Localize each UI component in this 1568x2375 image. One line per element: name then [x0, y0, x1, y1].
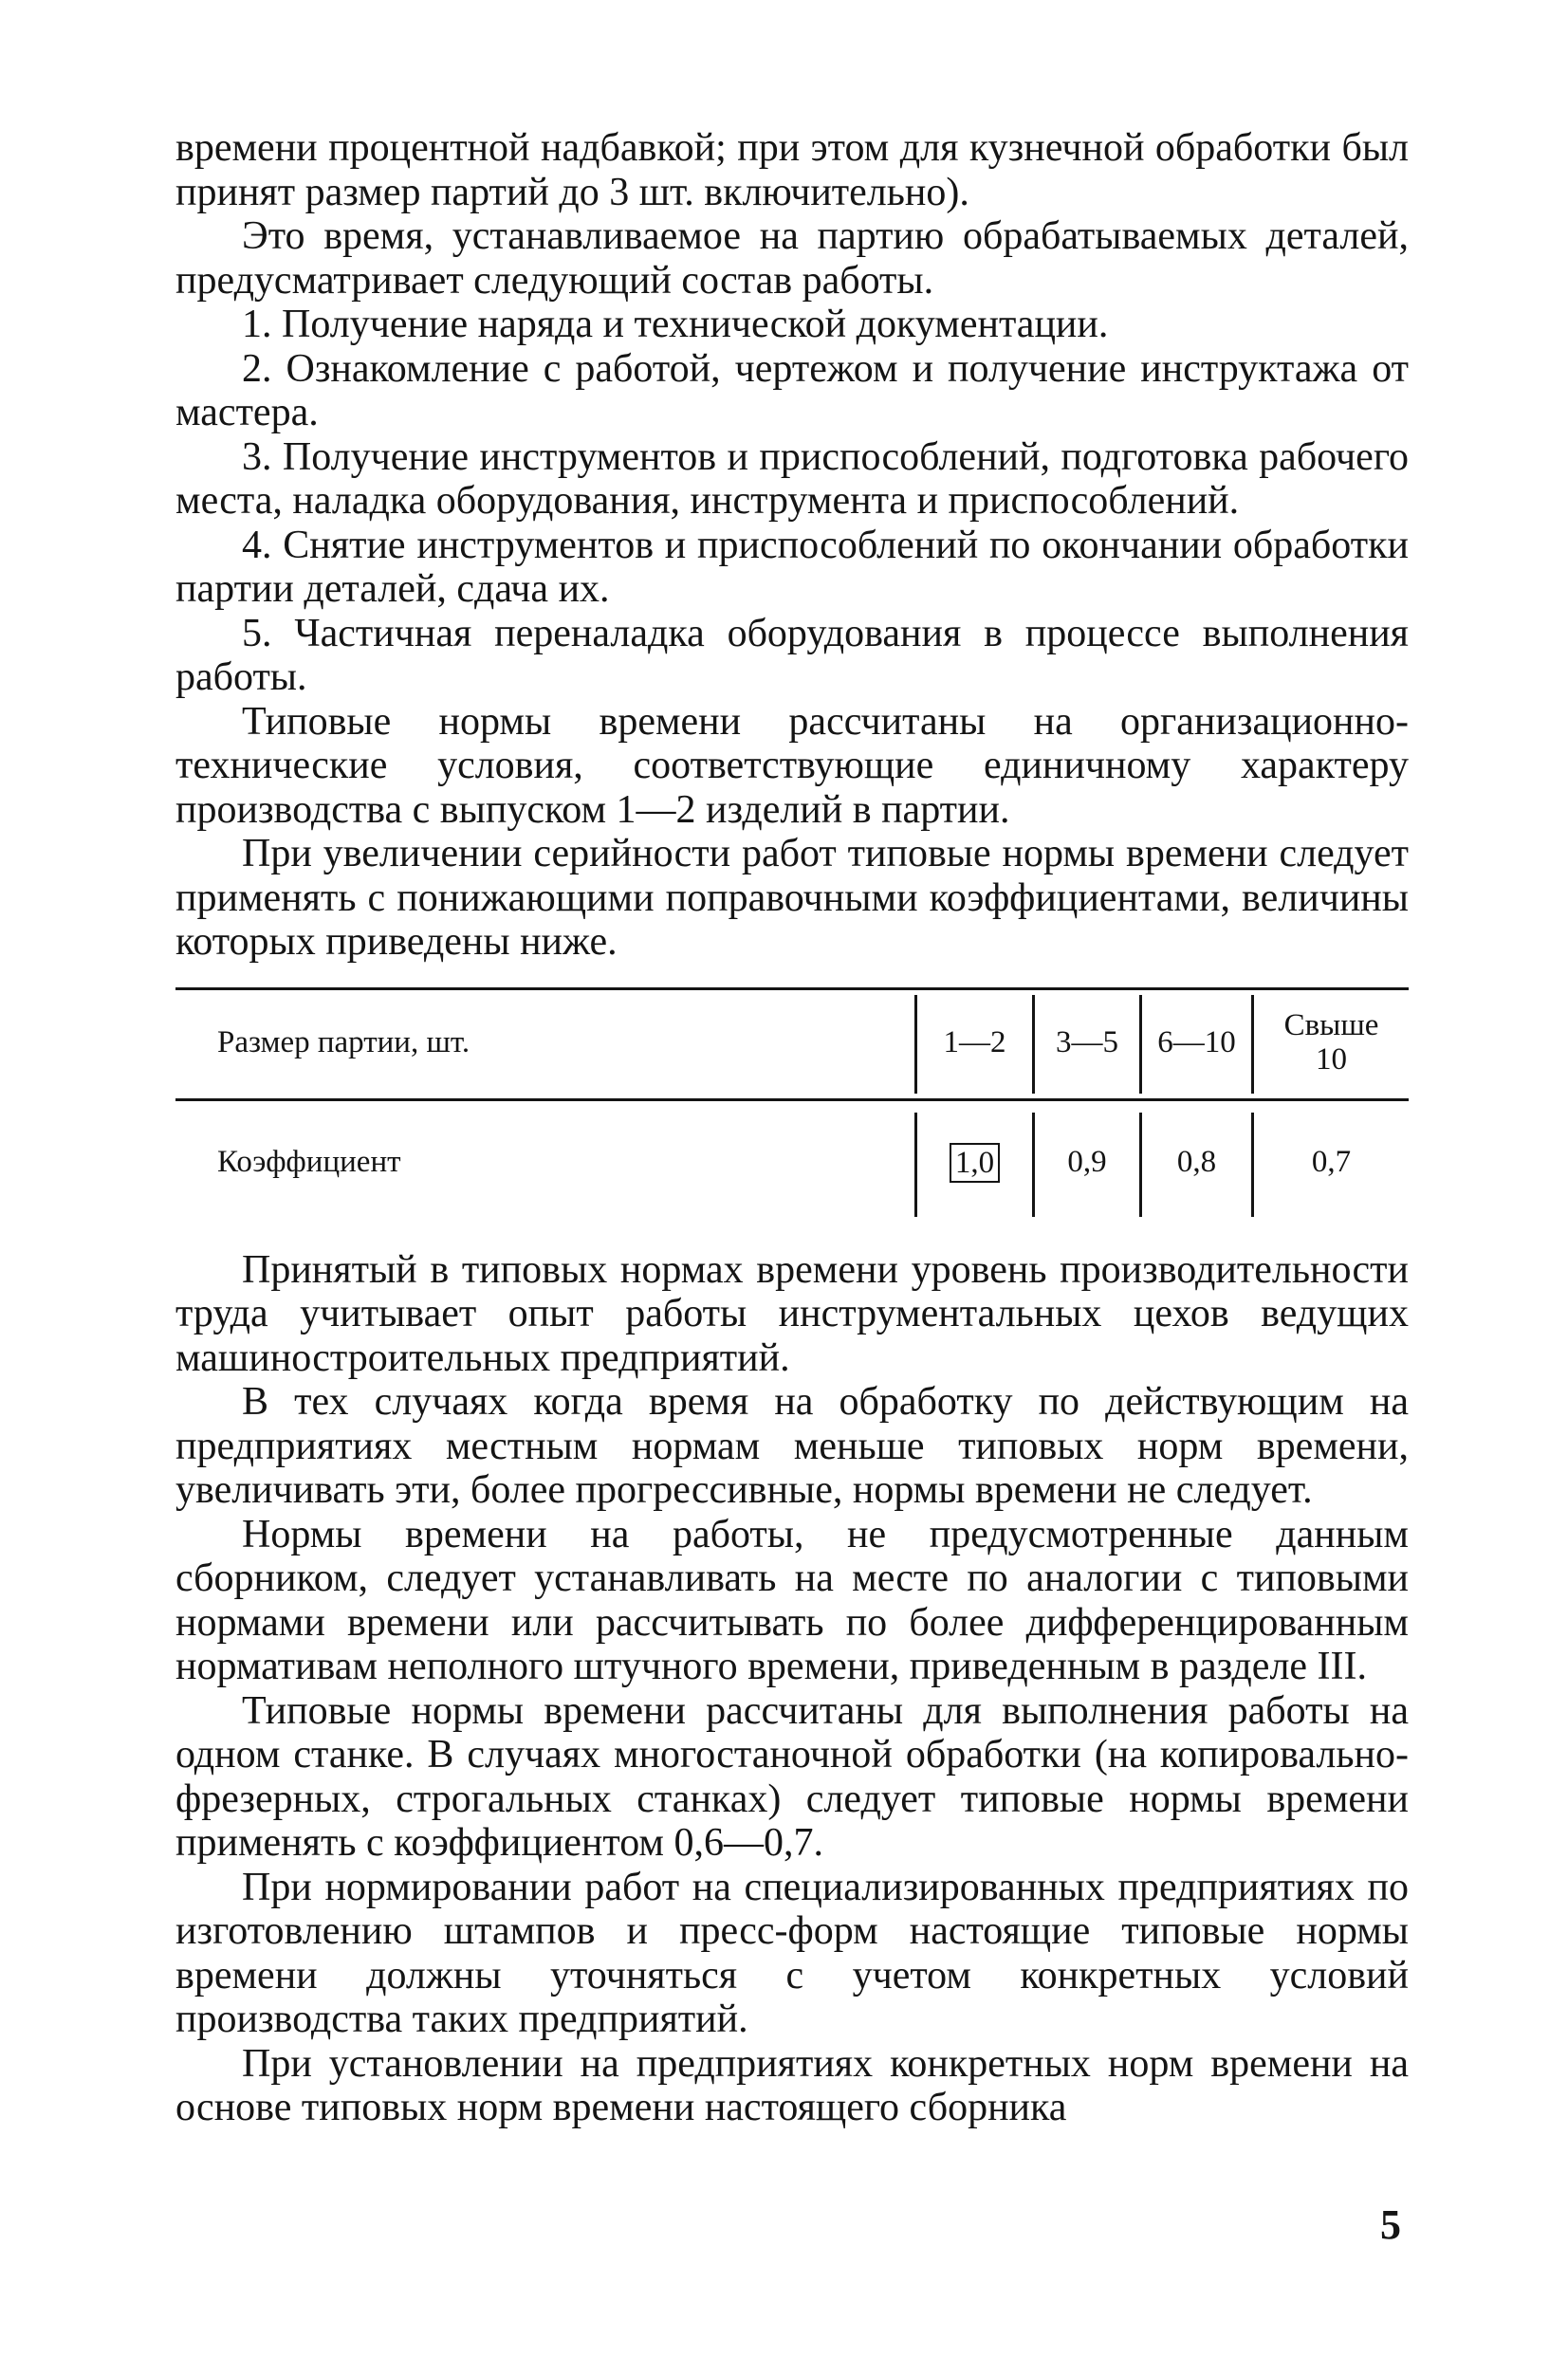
list-item: 1. Получение наряда и технической документации.	[242, 303, 1109, 346]
coefficient-table	[175, 987, 1409, 1229]
list-item: 4. Снятие инструментов и приспособлений по окончании обработки партии деталей, сдача их.	[175, 523, 1409, 611]
table-cell	[917, 1101, 1032, 1224]
table-cell: 3—5	[1056, 1024, 1118, 1059]
paragraph: Типовые нормы времени рассчитаны для выполнения работы на одном станке. В случаях многостаночной обработки (на копировально-фрезерных, строгальных станках) следует типовые нормы времени применять с коэффициентом 0,6—0,7.	[175, 1688, 1409, 1865]
table-cell-text: Свыше 10	[1283, 1008, 1379, 1077]
row-label-coefficient: Коэффициент	[217, 1145, 401, 1179]
paragraph: При установлении на предприятиях конкретных норм времени на основе типовых норм времени настоящего сборника	[175, 2041, 1409, 2129]
table-cell: 0,7	[1311, 1145, 1352, 1179]
table-cell: 0,9	[1067, 1145, 1107, 1179]
row-label-batch-size: Размер партии, шт.	[217, 1024, 470, 1059]
paragraph: Принятый в типовых нормах времени уровень производительности труда учитывает опыт работы инструментальных цехов ведущих машиностроительных предприятий.	[175, 1247, 1409, 1380]
page-number: 5	[1380, 2201, 1401, 2248]
paragraph: Нормы времени на работы, не предусмотренные данным сборником, следует устанавливать на месте по аналогии с типовыми нормами времени или рассчитывать по более дифференцированным нормативам неполного штучного времени, приведенным в разделе III.	[175, 1512, 1409, 1688]
paragraph: При увеличении серийности работ типовые нормы времени следует применять с понижающими поправочными коэффициентами, величины которых приведены ниже.	[175, 832, 1409, 964]
paragraph: Типовые нормы времени рассчитаны на организационно-технические условия, соответствующие единичному характеру производства с выпуском 1—2 изделий в партии.	[175, 699, 1409, 832]
paragraph: Это время, устанавливаемое на партию обрабатываемых деталей, предусматривает следующий состав работы.	[175, 214, 1409, 303]
list-item: 3. Получение инструментов и приспособлений, подготовка рабочего места, наладка оборудования, инструмента и приспособлений.	[175, 434, 1409, 523]
list-item: 2. Ознакомление с работой, чертежом и получение инструктажа от мастера.	[175, 346, 1409, 434]
paragraph: времени процентной надбавкой; при этом для кузнечной обработки был принят размер партий до 3 шт. включительно).	[175, 126, 1409, 214]
list-item: 5. Частичная переналадка оборудования в процессе выполнения работы.	[175, 611, 1409, 699]
paragraph: В тех случаях когда время на обработку по действующим на предприятиях местным нормам меньше типовых норм времени, увеличивать эти, более прогрессивные, нормы времени не следует.	[175, 1380, 1409, 1512]
table-cell	[1254, 987, 1409, 1098]
table-cell: 6—10	[1157, 1024, 1236, 1059]
boxed-value: 1,0	[950, 1143, 1000, 1183]
paragraph: При нормировании работ на специализированных предприятиях по изготовлению штампов и пресс-форм настоящие типовые нормы времени должны уточняться с учетом конкретных условий производства таких предприятий.	[175, 1865, 1409, 2041]
table-cell: 1—2	[943, 1024, 1006, 1059]
page-body	[175, 126, 1409, 2130]
table-cell: 0,8	[1176, 1145, 1217, 1179]
